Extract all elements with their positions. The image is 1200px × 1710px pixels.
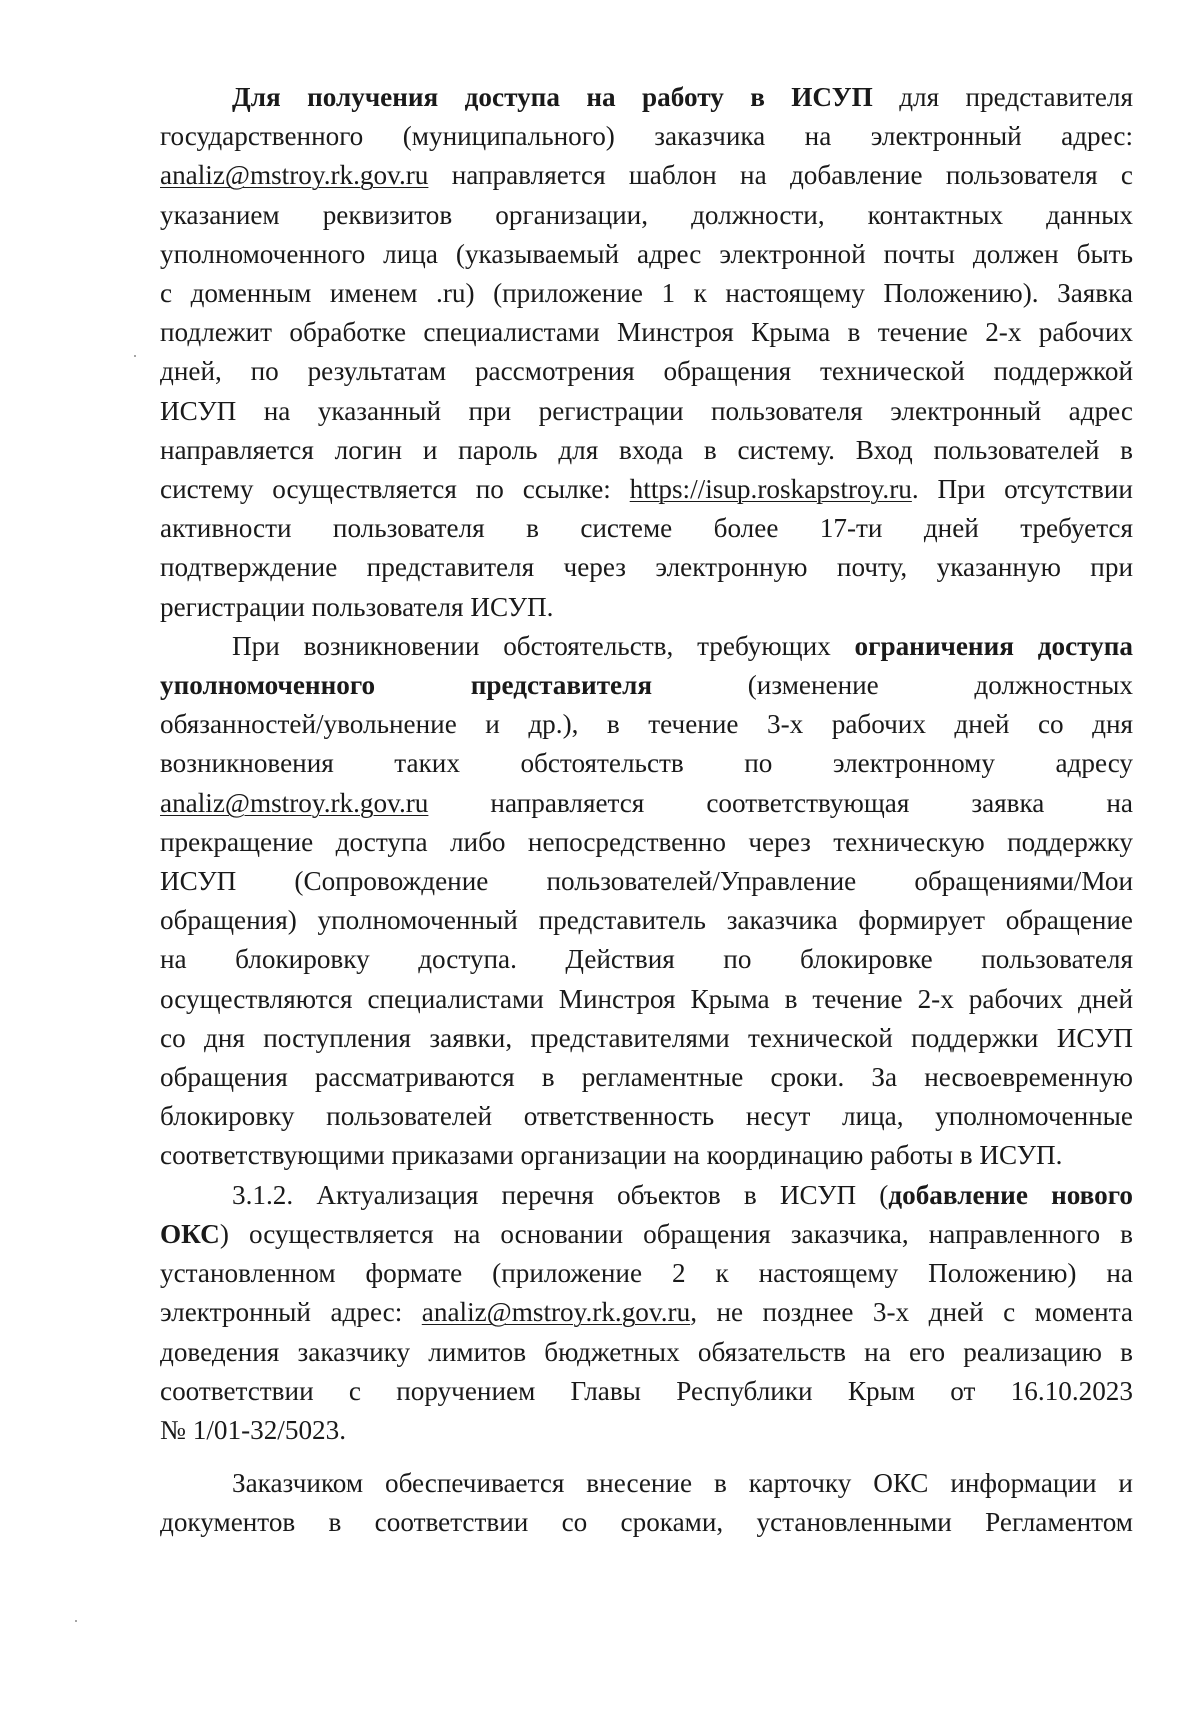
text-line	[160, 431, 1133, 470]
bold-text: добавление нового	[888, 1179, 1134, 1210]
text-line	[160, 1411, 1133, 1450]
text-span: . При отсутствии	[911, 474, 1133, 505]
text-span: осуществляются специалистами Минстроя Крыма в течение 2-х рабочих дней	[160, 983, 1133, 1014]
text-line	[160, 1215, 1133, 1254]
text-span: на блокировку доступа. Действия по блокировке пользователя	[160, 944, 1133, 975]
document-body	[160, 78, 1133, 1543]
text-line	[160, 666, 1133, 705]
text-span: При возникновении обстоятельств, требующих	[232, 630, 855, 661]
text-line	[160, 274, 1133, 313]
text-line	[160, 1464, 1133, 1503]
text-span: соответствии с поручением Главы Республики Крым от 16.10.2023	[160, 1375, 1133, 1406]
text-span: установленном формате (приложение 2 к настоящему Положению) на	[160, 1258, 1133, 1289]
text-span: с доменным именем .ru) (приложение 1 к настоящему Положению). Заявка	[160, 278, 1133, 309]
text-line	[160, 470, 1133, 509]
text-span: доведения заказчику лимитов бюджетных обязательств на его реализацию в	[160, 1336, 1133, 1367]
text-line	[160, 1136, 1133, 1175]
text-line	[160, 1097, 1133, 1136]
text-span: систему осуществляется по ссылке:	[160, 474, 630, 505]
text-span: подлежит обработке специалистами Минстроя Крыма в течение 2-х рабочих	[160, 317, 1133, 348]
text-line	[160, 352, 1133, 391]
text-span: направляется соответствующая заявка на	[428, 787, 1133, 818]
text-line	[160, 156, 1133, 195]
text-span: электронный адрес:	[160, 1297, 422, 1328]
text-span: со дня поступления заявки, представителями технической поддержки ИСУП	[160, 1022, 1133, 1053]
text-line	[160, 1058, 1133, 1097]
text-span: подтверждение представителя через электронную почту, указанную при	[160, 552, 1133, 583]
text-line	[160, 509, 1133, 548]
text-span: прекращение доступа либо непосредственно через техническую поддержку	[160, 826, 1133, 857]
text-line	[160, 78, 1133, 117]
text-span: (изменение должностных	[652, 670, 1133, 701]
text-line	[160, 862, 1133, 901]
text-line	[160, 548, 1133, 587]
text-line	[160, 940, 1133, 979]
email-or-url-link[interactable]: https://isup.roskapstroy.ru	[629, 474, 912, 505]
bold-text: уполномоченного представителя	[160, 670, 653, 701]
text-span: документов в соответствии со сроками, установленными Регламентом	[160, 1507, 1133, 1538]
text-line	[160, 1333, 1133, 1372]
text-line	[160, 1019, 1133, 1058]
text-line	[160, 1372, 1133, 1411]
email-or-url-link[interactable]: analiz@mstroy.rk.gov.ru	[421, 1297, 691, 1328]
text-line	[160, 196, 1133, 235]
text-span: ИСУП (Сопровождение пользователей/Управление обращениями/Мои	[160, 866, 1133, 897]
text-span: государственного (муниципального) заказчика на электронный адрес:	[160, 121, 1133, 152]
email-or-url-link[interactable]: analiz@mstroy.rk.gov.ru	[160, 787, 429, 818]
text-line	[160, 627, 1133, 666]
text-line	[160, 744, 1133, 783]
text-span: направляется шаблон на добавление пользователя с	[428, 160, 1133, 191]
text-span: направляется логин и пароль для входа в систему. Вход пользователей в	[160, 434, 1133, 465]
text-span: ) осуществляется на основании обращения заказчика, направленного в	[219, 1218, 1133, 1249]
text-span: 3.1.2. Актуализация перечня объектов в ИСУП (	[232, 1179, 889, 1210]
text-span: соответствующими приказами организации на координацию работы в ИСУП.	[160, 1140, 1063, 1171]
scan-speck	[134, 355, 136, 357]
text-line	[160, 1254, 1133, 1293]
text-span: возникновения таких обстоятельств по электронному адресу	[160, 748, 1133, 779]
text-span: обращения рассматриваются в регламентные сроки. За несвоевременную	[160, 1062, 1133, 1093]
text-span: указанием реквизитов организации, должности, контактных данных	[160, 199, 1133, 230]
bold-text: Для получения доступа на работу в ИСУП	[232, 82, 873, 112]
text-line	[160, 901, 1133, 940]
text-line	[160, 1293, 1133, 1332]
text-span: обязанностей/увольнение и др.), в течение 3-х рабочих дней со дня	[160, 709, 1133, 740]
text-span: регистрации пользователя ИСУП.	[160, 591, 554, 622]
text-span: уполномоченного лица (указываемый адрес электронной почты должен быть	[160, 238, 1133, 269]
text-line	[160, 784, 1133, 823]
text-span: обращения) уполномоченный представитель заказчика формирует обращение	[160, 905, 1133, 936]
bold-text: ограничения доступа	[854, 630, 1134, 661]
text-line	[160, 235, 1133, 274]
text-line	[160, 1503, 1133, 1542]
text-line	[160, 705, 1133, 744]
text-line	[160, 588, 1133, 627]
text-span: активности пользователя в системе более 17-ти дней требуется	[160, 513, 1133, 544]
text-line	[160, 980, 1133, 1019]
text-span: блокировку пользователей ответственность несут лица, уполномоченные	[160, 1101, 1133, 1132]
text-line	[160, 1176, 1133, 1215]
scan-speck	[75, 1620, 77, 1622]
text-span: для представителя	[872, 82, 1133, 112]
text-line	[160, 823, 1133, 862]
text-span: ИСУП на указанный при регистрации пользователя электронный адрес	[160, 395, 1133, 426]
text-span: дней, по результатам рассмотрения обращения технической поддержкой	[160, 356, 1133, 387]
text-span: № 1/01-32/5023.	[160, 1414, 347, 1445]
text-line	[160, 117, 1133, 156]
text-span: Заказчиком обеспечивается внесение в карточку ОКС информации и	[232, 1468, 1133, 1499]
text-line	[160, 392, 1133, 431]
text-line	[160, 313, 1133, 352]
bold-text: ОКС	[160, 1218, 220, 1249]
email-or-url-link[interactable]: analiz@mstroy.rk.gov.ru	[160, 160, 429, 191]
text-span: , не позднее 3-х дней с момента	[690, 1297, 1133, 1328]
